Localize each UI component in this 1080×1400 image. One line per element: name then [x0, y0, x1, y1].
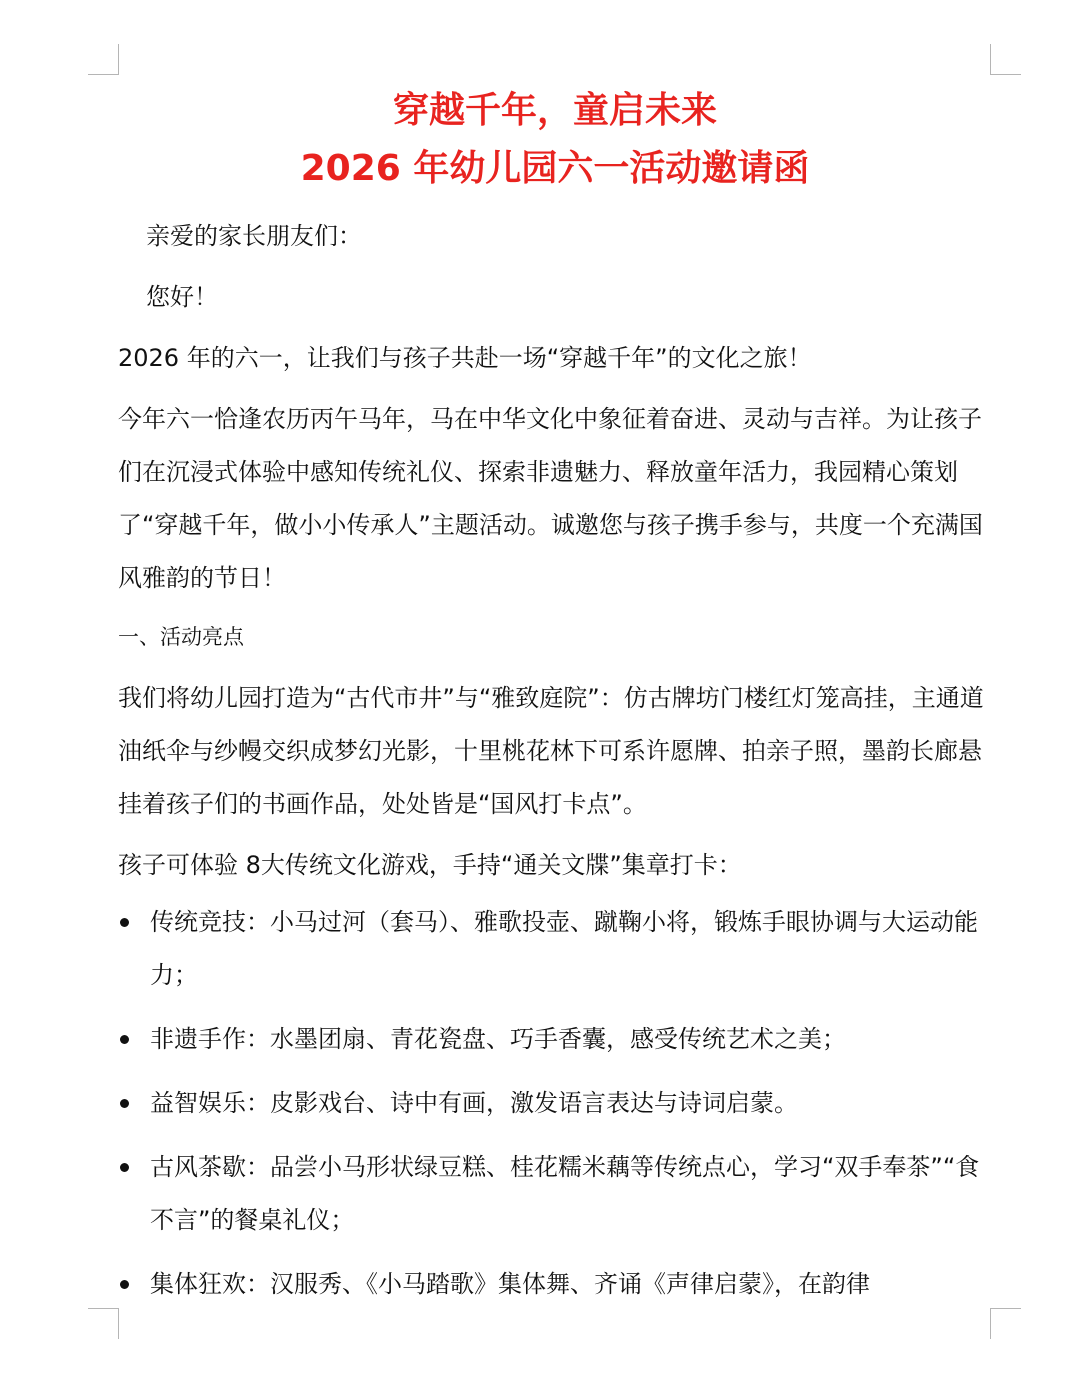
salutation: 亲爱的家长朋友们： [146, 222, 362, 250]
list-item-text: 集体狂欢：汉服秀、《小马踏歌》集体舞、齐诵《声律启蒙》，在韵律 [150, 1270, 870, 1298]
corner-mark-top-left [88, 44, 119, 75]
list-item-text: 古风茶歇：品尝小马形状绿豆糕、桂花糯米藕等传统点心，学习“双手奉茶”“食不言”的餐桌礼仪； [150, 1153, 980, 1234]
highlight-paragraph: 我们将幼儿园打造为“古代市井”与“雅致庭院”：仿古牌坊门楼红灯笼高挂，主通道油纸伞与纱幔交织成梦幻光影，十里桃花林下可系许愿牌、拍亲子照，墨韵长廊悬挂着孩子们的书画作品，处处皆是“国风打卡点”。 [118, 684, 984, 818]
bullet-dot-icon [120, 1280, 129, 1289]
list-item-text: 益智娱乐：皮影戏台、诗中有画，激发语言表达与诗词启蒙。 [150, 1089, 798, 1117]
bullet-dot-icon [120, 918, 129, 927]
list-item [118, 1258, 992, 1311]
activity-list [118, 896, 992, 1311]
list-item [118, 1013, 992, 1066]
list-item [118, 1077, 992, 1130]
list-item [118, 1141, 992, 1247]
greeting: 您好！ [146, 283, 218, 311]
bullet-dot-icon [120, 1099, 129, 1108]
title-line-1: 穿越千年，童启未来 [392, 90, 717, 131]
title-line-2: 2026 年幼儿园六一活动邀请函 [300, 148, 810, 189]
corner-mark-bottom-left [88, 1308, 119, 1339]
body-paragraph: 今年六一恰逢农历丙午马年，马在中华文化中象征着奋进、灵动与吉祥。为让孩子们在沉浸式体验中感知传统礼仪、探索非遗魅力、释放童年活力，我园精心策划了“穿越千年，做小小传承人”主题活动。诚邀您与孩子携手参与，共度一个充满国风雅韵的节日！ [118, 405, 983, 592]
bullet-dot-icon [120, 1035, 129, 1044]
document-page [118, 82, 992, 1322]
list-item [118, 896, 992, 1002]
corner-mark-top-right [990, 44, 1021, 75]
list-item-text: 非遗手作：水墨团扇、青花瓷盘、巧手香囊，感受传统艺术之美； [150, 1025, 846, 1053]
corner-mark-bottom-right [990, 1308, 1021, 1339]
list-item-text: 传统竞技：小马过河（套马）、雅歌投壶、蹴鞠小将，锻炼手眼协调与大运动能力； [150, 908, 978, 989]
section-heading: 一、活动亮点 [118, 625, 244, 649]
intro-paragraph: 2026 年的六一，让我们与孩子共赴一场“穿越千年”的文化之旅！ [118, 344, 812, 372]
bullet-dot-icon [120, 1163, 129, 1172]
games-intro: 孩子可体验 8大传统文化游戏，手持“通关文牒”集章打卡： [118, 851, 742, 879]
